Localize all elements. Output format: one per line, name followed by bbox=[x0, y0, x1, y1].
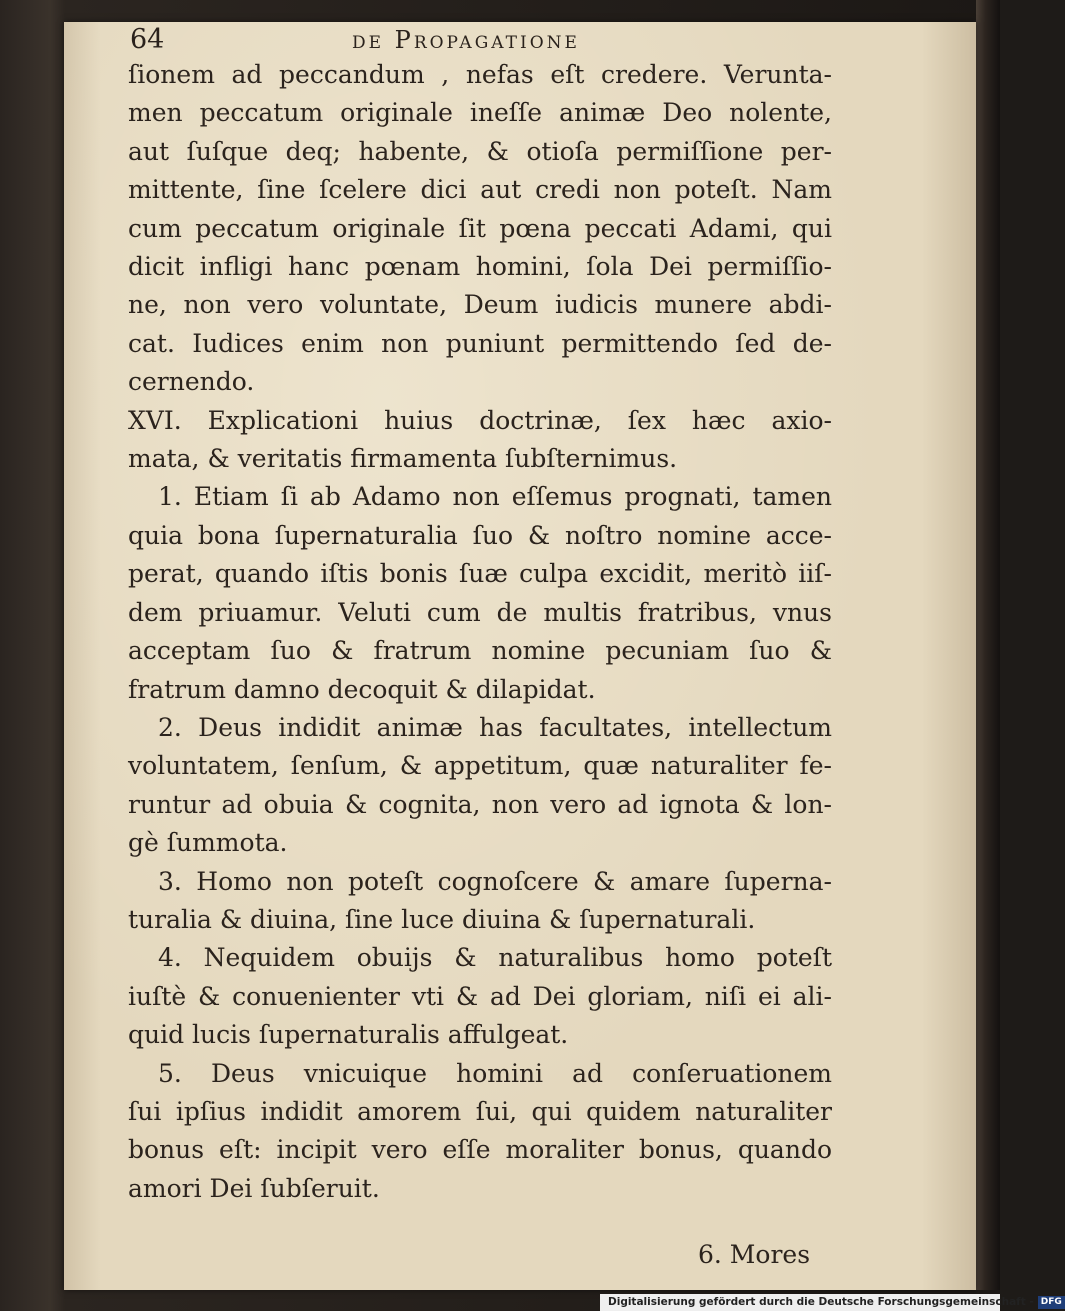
text-line: amori Dei ſubſeruit. bbox=[128, 1173, 380, 1203]
text-line: cum peccatum originale ſit pœna peccati Adami, qui bbox=[128, 213, 832, 243]
funding-footer bbox=[600, 1294, 1062, 1311]
text-line: fratrum damno decoquit & dilapidat. bbox=[128, 674, 596, 704]
text-line: cernendo. bbox=[128, 367, 255, 397]
text-line: mittente, ſine ſcelere dici aut credi non poteſt. Nam bbox=[128, 175, 832, 205]
text-line: ſionem ad peccandum , nefas eſt credere. Verunta- bbox=[128, 60, 832, 89]
running-title: de Propagatione bbox=[352, 26, 580, 54]
text-line: runtur ad obuia & cognita, non vero ad ignota & lon- bbox=[128, 789, 832, 819]
text-line: cat. Iudices enim non puniunt permittendo ſed de- bbox=[128, 328, 832, 358]
text-line: acceptam ſuo & fratrum nomine pecuniam ſuo & bbox=[128, 636, 832, 666]
dfg-logo-icon: DFG bbox=[1038, 1296, 1065, 1309]
axiom-line: 4. Nequidem obuijs & naturalibus homo poteſt bbox=[158, 943, 832, 973]
page-text bbox=[128, 56, 832, 1208]
text-line: voluntatem, ſenſum, & appetitum, quæ naturaliter fe- bbox=[128, 751, 832, 781]
text-line: gè ſummota. bbox=[128, 828, 288, 858]
axiom-line: 2. Deus indidit animæ has facultates, intellectum bbox=[158, 712, 832, 742]
page-number: 64 bbox=[130, 24, 165, 55]
text-line: turalia & diuina, ſine luce diuina & ſupernaturali. bbox=[128, 904, 756, 934]
axiom-line: 1. Etiam ſi ab Adamo non eſſemus prognati, tamen bbox=[158, 482, 832, 512]
catchword: 6. Mores bbox=[698, 1240, 811, 1269]
section-heading-line: XVI. Explicationi huius doctrinæ, ſex hæc axio- bbox=[128, 405, 832, 435]
book-edge bbox=[976, 0, 1000, 1290]
text-line: iuſtè & conuenienter vti & ad Dei gloriam, niſi ei ali- bbox=[128, 981, 832, 1011]
text-line: ſui ipſius indidit amorem ſui, qui quidem naturaliter bbox=[128, 1096, 832, 1126]
axiom-line: 5. Deus vnicuique homini ad conſeruationem bbox=[158, 1058, 832, 1088]
text-line: mata, & veritatis firmamenta ſubſternimus. bbox=[128, 444, 678, 474]
text-line: perat, quando iſtis bonis ſuæ culpa excidit, meritò iiſ- bbox=[128, 559, 832, 589]
text-line: dem priuamur. Veluti cum de multis fratribus, vnus bbox=[128, 597, 832, 627]
funding-note: Digitalisierung gefördert durch die Deutsche Forschungsgemeinschaft - bbox=[608, 1296, 1034, 1308]
text-line: dicit infligi hanc pœnam homini, ſola Dei permiſſio- bbox=[128, 252, 832, 282]
text-line: ne, non vero voluntate, Deum iudicis munere abdi- bbox=[128, 290, 832, 320]
text-line: bonus eſt: incipit vero eſſe moraliter bonus, quando bbox=[128, 1135, 832, 1165]
text-line: quia bona ſupernaturalia ſuo & noſtro nomine acce- bbox=[128, 520, 832, 550]
text-line: quid lucis ſupernaturalis affulgeat. bbox=[128, 1020, 569, 1050]
text-line: aut ſuſque deq; habente, & otioſa permiſſione per- bbox=[128, 136, 832, 166]
axiom-line: 3. Homo non poteſt cognoſcere & amare ſuperna- bbox=[158, 866, 832, 896]
text-line: men peccatum originale ineſſe animæ Deo nolente, bbox=[128, 98, 832, 128]
